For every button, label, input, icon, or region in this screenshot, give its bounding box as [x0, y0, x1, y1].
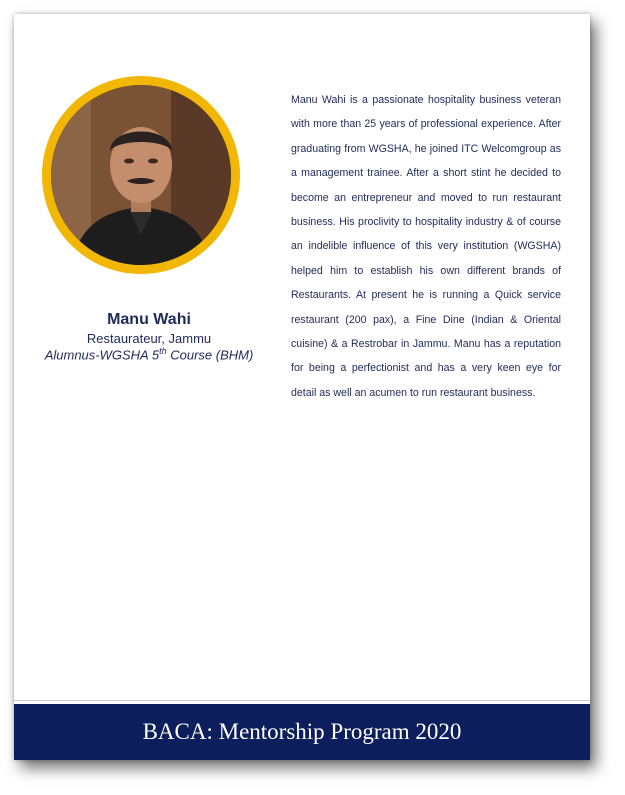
person-name: Manu Wahi: [107, 311, 191, 328]
footer-banner: [14, 704, 590, 760]
bio-paragraph: Manu Wahi is a passionate hospitality business veteran with more than 25 years of professional experience. After graduating from WGSHA, he joined ITC Welcomgroup as a management trainee. After a short stint he decided to become an entrepreneur and moved to run restaurant business. His proclivity to hospitality industry & of course an indelible influence of this very institution (WGSHA) helped him to establish his own different brands of Restaurants. At present he is running a Quick service restaurant (200 pax), a Fine Dine (Indian & Oriental cuisine) & a Restrobar in Jammu. Manu has a reputation for being a perfectionist and has a very keen eye for detail as well an acumen to run restaurant business.: [291, 94, 561, 399]
alumnus-prefix: Alumnus-WGSHA 5: [44, 347, 160, 363]
profile-page: [14, 14, 590, 760]
person-role: Restaurateur, Jammu: [86, 331, 212, 346]
alumnus-ordinal: th: [159, 346, 167, 356]
portrait-illustration: [51, 85, 231, 265]
portrait-frame: [42, 76, 240, 274]
alumnus-suffix: Course (BHM): [166, 347, 254, 363]
footer-divider: [14, 700, 590, 701]
footer-title: BACA: Mentorship Program 2020: [142, 719, 462, 744]
portrait-photo: [51, 85, 231, 265]
alumnus-line: [14, 346, 284, 362]
